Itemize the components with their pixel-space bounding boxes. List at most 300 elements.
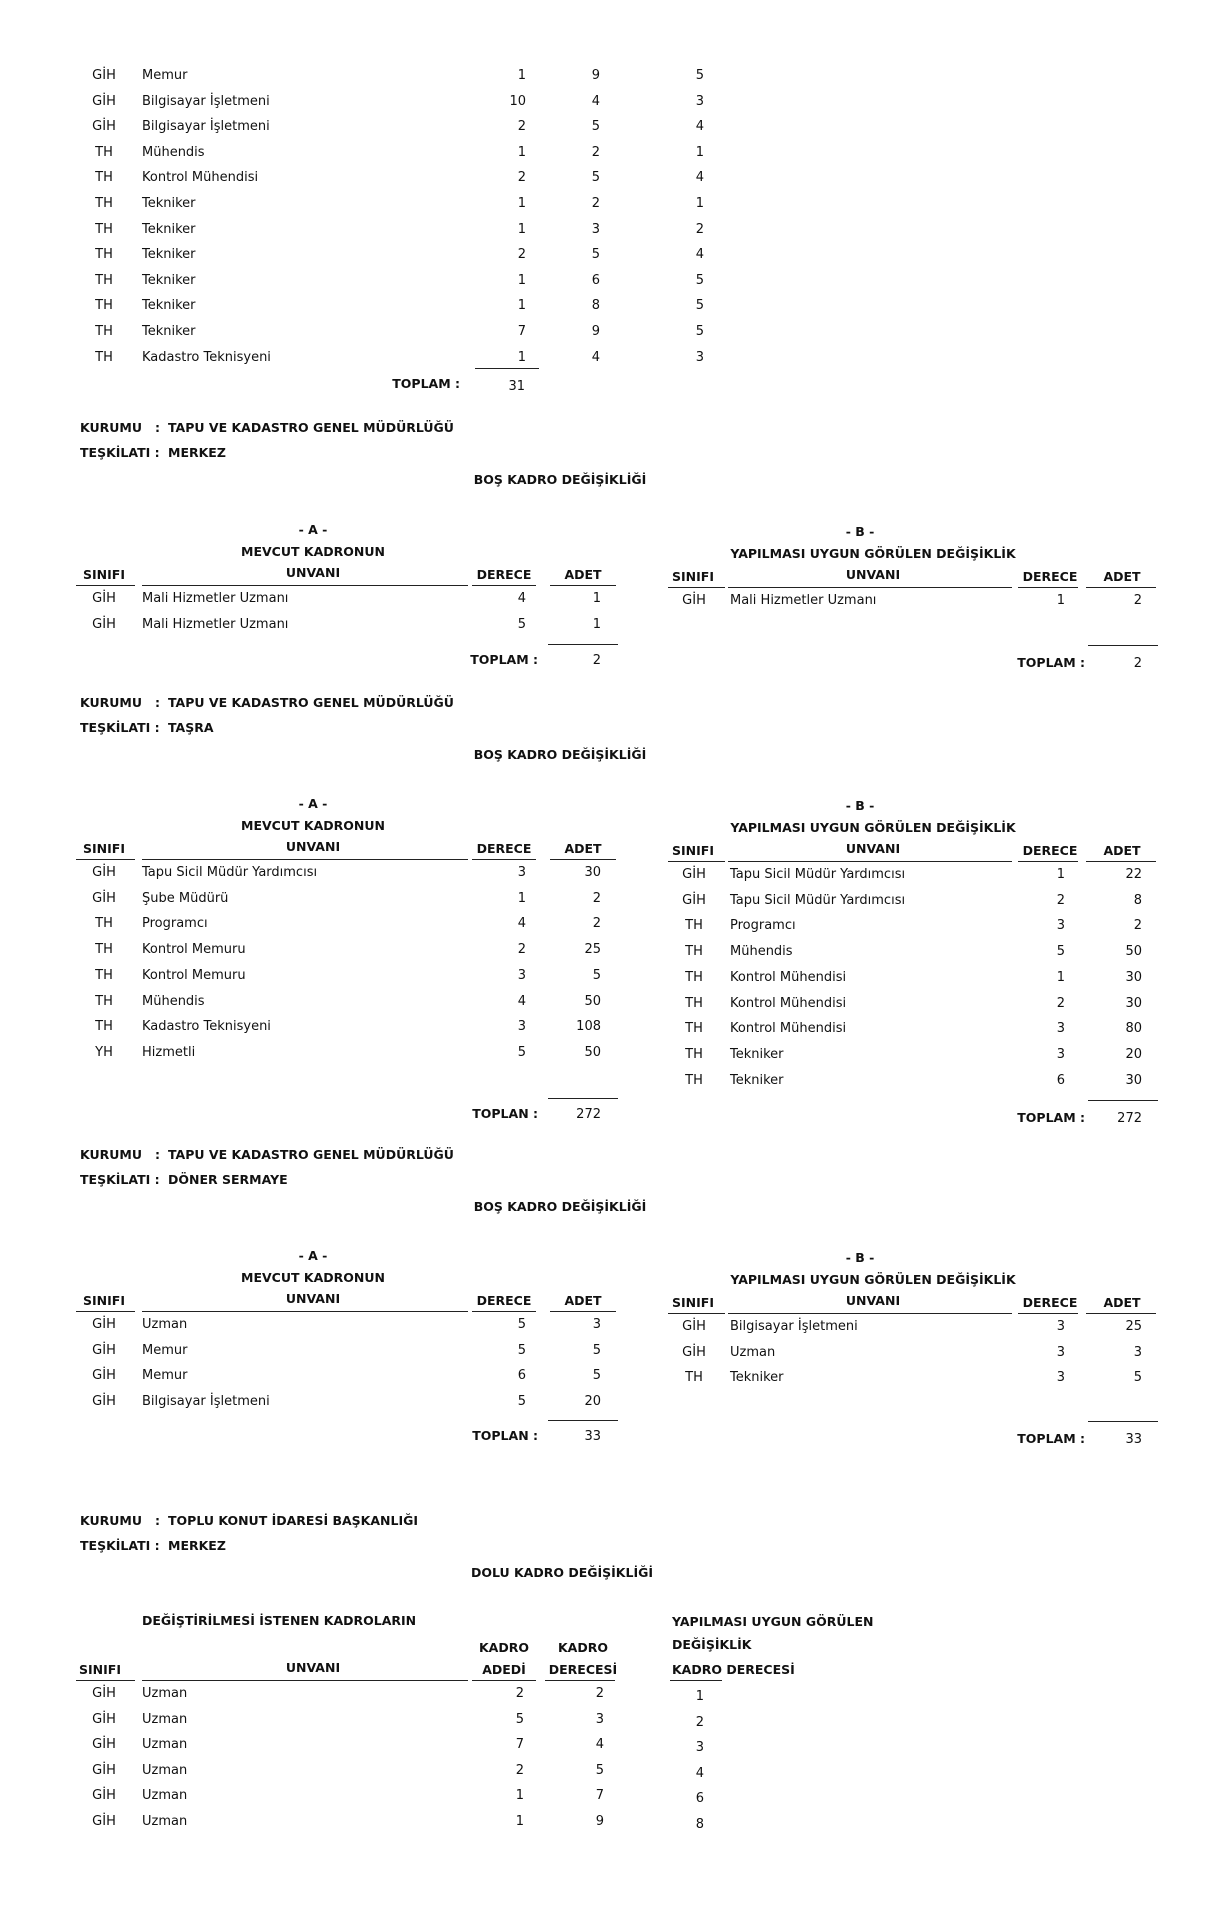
table-row-value-a: 1	[517, 144, 526, 160]
table-row-value-a: 7	[517, 324, 526, 339]
table-row-value-c: 2	[695, 221, 704, 237]
header-rule	[76, 1680, 135, 1681]
a-row-derece: 2	[517, 942, 526, 958]
a-total-rule	[548, 1098, 618, 1099]
a-row-derece: 5	[517, 616, 526, 632]
unvani-header: UNVANI	[285, 1660, 341, 1675]
a-row-sinif: YH	[95, 1044, 113, 1060]
a-row-derece: 5	[517, 1394, 526, 1410]
table-row-sinif: GİH	[92, 1711, 116, 1727]
a-header-rule	[472, 859, 536, 860]
a-row-unvan: Memur	[142, 1342, 188, 1358]
table-row-adedi: 1	[515, 1814, 524, 1829]
table-row-sinif: GİH	[92, 1814, 116, 1829]
a-row-unvan: Mali Hizmetler Uzmanı	[142, 591, 289, 606]
table-row-unvan: Bilgisayar İşletmeni	[142, 119, 270, 135]
a-row-sinif: GİH	[92, 865, 116, 880]
a-row-sinif: TH	[95, 916, 113, 932]
table-row-adedi: 2	[515, 1762, 524, 1778]
a-adet-header: ADET	[564, 1293, 602, 1308]
kurumu-value: TAPU VE KADASTRO GENEL MÜDÜRLÜĞÜ	[168, 420, 454, 435]
sinifi-header: SINIFI	[79, 1662, 121, 1677]
table-row-unvan: Uzman	[142, 1788, 188, 1804]
table-row-value-b: 3	[591, 221, 600, 237]
a-row-sinif: GİH	[92, 1317, 116, 1332]
table-row-sinif: GİH	[92, 1788, 116, 1804]
a-row-adet: 108	[576, 1019, 601, 1035]
a-heading: MEVCUT KADRONUN	[241, 544, 385, 559]
teskilati-label: TEŞKİLATI :	[80, 445, 160, 460]
kurumu-value: TOPLU KONUT İDARESİ BAŞKANLIĞI	[168, 1513, 418, 1528]
table-row-value-c: 4	[695, 247, 704, 263]
table-row-unvan: Bilgisayar İşletmeni	[142, 93, 270, 109]
table-row-value-a: 2	[517, 119, 526, 135]
table-row-sinif: TH	[95, 349, 113, 365]
a-heading: MEVCUT KADRONUN	[241, 1270, 385, 1285]
table-row-unvan: Mühendis	[142, 144, 205, 160]
a-row-unvan: Mühendis	[142, 993, 205, 1009]
a-row-adet: 3	[592, 1317, 601, 1332]
a-header-rule	[472, 1311, 536, 1312]
table-row-value-a: 1	[517, 68, 526, 83]
table-row-unvan: Kadastro Teknisyeni	[142, 349, 271, 365]
a-unvani-header: UNVANI	[285, 1291, 341, 1306]
a-row-unvan: Kontrol Memuru	[142, 942, 246, 958]
a-header-rule	[472, 585, 536, 586]
kurumu-label: KURUMU	[80, 1147, 142, 1162]
a-unvani-header: UNVANI	[285, 839, 341, 854]
kurumu-label: KURUMU	[80, 420, 142, 435]
a-unvani-header: UNVANI	[285, 565, 341, 580]
a-row-adet: 25	[584, 942, 601, 958]
table-row-sinif: GİH	[92, 119, 116, 135]
table-row-value-b: 5	[591, 170, 600, 186]
kurumu-value: TAPU VE KADASTRO GENEL MÜDÜRLÜĞÜ	[168, 1147, 454, 1162]
table-row-adedi: 2	[515, 1686, 524, 1701]
table-row-sinif: TH	[95, 247, 113, 263]
left-header: DEĞİŞTİRİLMESİ İSTENEN KADROLARIN	[142, 1613, 417, 1628]
table-row-value-a: 2	[517, 170, 526, 186]
right-header-3: KADRO DERECESİ	[672, 1662, 795, 1677]
b-total-rule	[1088, 645, 1158, 646]
b-row-unvan: Uzman	[730, 1344, 776, 1360]
right-header-2: DEĞİŞİKLİK	[672, 1637, 752, 1652]
teskilati-label: TEŞKİLATI :	[80, 1538, 160, 1553]
b-row-unvan: Kontrol Mühendisi	[730, 1021, 847, 1037]
a-row-derece: 3	[517, 865, 526, 880]
b-row-unvan: Tapu Sicil Müdür Yardımcısı	[730, 867, 906, 882]
b-row-sinif: TH	[685, 1072, 703, 1088]
a-row-unvan: Kontrol Memuru	[142, 967, 246, 983]
b-unvani-header: UNVANI	[845, 841, 901, 856]
section-title: BOŞ KADRO DEĞİŞİKLİĞİ	[473, 1199, 647, 1214]
b-row-sinif: GİH	[682, 1344, 706, 1360]
a-row-unvan: Hizmetli	[142, 1044, 196, 1060]
table-row-yeni-derece: 2	[695, 1714, 704, 1730]
a-marker: - A -	[298, 1248, 328, 1263]
b-row-unvan: Mali Hizmetler Uzmanı	[730, 593, 877, 608]
table-row-value-a: 1	[517, 221, 526, 237]
b-marker: - B -	[845, 1250, 875, 1265]
b-total-label: TOPLAM :	[1017, 655, 1085, 670]
a-row-unvan: Bilgisayar İşletmeni	[142, 1394, 270, 1410]
a-adet-header: ADET	[564, 841, 602, 856]
b-row-adet: 30	[1125, 995, 1142, 1011]
header-rule	[545, 1680, 615, 1681]
a-row-adet: 50	[584, 993, 601, 1009]
b-row-derece: 2	[1056, 995, 1065, 1011]
table-row-value-b: 9	[591, 324, 600, 339]
b-row-adet: 50	[1125, 944, 1142, 960]
teskilati-value: DÖNER SERMAYE	[168, 1172, 288, 1187]
table-row-derecesi: 3	[595, 1711, 604, 1727]
a-row-adet: 50	[584, 1044, 601, 1060]
table-row-sinif: TH	[95, 144, 113, 160]
table-row-yeni-derece: 3	[695, 1740, 704, 1756]
table-row-sinif: TH	[95, 298, 113, 314]
table-row-value-b: 2	[591, 144, 600, 160]
table-row-yeni-derece: 8	[695, 1817, 704, 1832]
b-adet-header: ADET	[1103, 1295, 1141, 1310]
a-row-unvan: Uzman	[142, 1317, 188, 1332]
table-row-value-b: 4	[591, 93, 600, 109]
a-row-unvan: Mali Hizmetler Uzmanı	[142, 616, 289, 632]
a-row-sinif: GİH	[92, 1342, 116, 1358]
b-row-sinif: TH	[685, 1370, 703, 1386]
b-marker: - B -	[845, 798, 875, 813]
kadro-header: KADRO	[479, 1640, 529, 1655]
table-row-derecesi: 9	[595, 1814, 604, 1829]
b-header-rule	[1018, 587, 1078, 588]
b-row-sinif: TH	[685, 1021, 703, 1037]
b-derece-header: DERECE	[1022, 569, 1078, 584]
a-header-rule	[550, 585, 616, 586]
a-total-label: TOPLAN :	[472, 1106, 538, 1121]
kurumu-value: TAPU VE KADASTRO GENEL MÜDÜRLÜĞÜ	[168, 695, 454, 710]
table-row-sinif: TH	[95, 170, 113, 186]
table-row-sinif: TH	[95, 196, 113, 211]
teskilati-value: TAŞRA	[168, 720, 214, 735]
table-row-value-b: 2	[591, 196, 600, 211]
b-row-unvan: Tapu Sicil Müdür Yardımcısı	[730, 892, 906, 908]
header-rule	[472, 1680, 536, 1681]
table-row-sinif: GİH	[92, 1686, 116, 1701]
a-row-derece: 5	[517, 1044, 526, 1060]
table-row-unvan: Uzman	[142, 1737, 188, 1753]
b-sinifi-header: SINIFI	[672, 843, 714, 858]
table-row-unvan: Tekniker	[142, 196, 196, 211]
b-row-derece: 1	[1056, 867, 1065, 882]
b-row-adet: 8	[1133, 892, 1142, 908]
a-sinifi-header: SINIFI	[83, 1293, 125, 1308]
a-row-adet: 2	[592, 890, 601, 906]
b-row-sinif: GİH	[682, 593, 706, 608]
b-row-sinif: GİH	[682, 892, 706, 908]
table-row-unvan: Tekniker	[142, 298, 196, 314]
b-row-unvan: Bilgisayar İşletmeni	[730, 1319, 858, 1334]
a-header-rule	[550, 1311, 616, 1312]
b-header-rule	[668, 587, 725, 588]
a-header-rule	[550, 859, 616, 860]
table-row-value-a: 1	[517, 272, 526, 288]
a-derece-header: DERECE	[476, 1293, 532, 1308]
table-row-unvan: Uzman	[142, 1711, 188, 1727]
a-header-rule	[76, 1311, 135, 1312]
kurumu-colon: :	[155, 1147, 160, 1162]
b-total-label: TOPLAM :	[1017, 1110, 1085, 1125]
kadro-header: KADRO	[558, 1640, 608, 1655]
a-header-rule	[76, 585, 135, 586]
table-row-derecesi: 4	[595, 1737, 604, 1753]
b-row-adet: 25	[1125, 1319, 1142, 1334]
b-row-unvan: Kontrol Mühendisi	[730, 995, 847, 1011]
b-derece-header: DERECE	[1022, 843, 1078, 858]
a-total-label: TOPLAM :	[470, 652, 538, 667]
right-header-rule	[670, 1680, 722, 1681]
table-row-value-a: 1	[517, 298, 526, 314]
table-row-unvan: Uzman	[142, 1814, 188, 1829]
a-row-unvan: Programcı	[142, 916, 208, 932]
b-row-sinif: TH	[685, 1046, 703, 1062]
b-row-adet: 22	[1125, 867, 1142, 882]
teskilati-value: MERKEZ	[168, 445, 226, 460]
b-header-rule	[668, 1313, 725, 1314]
b-header-rule	[1018, 861, 1078, 862]
a-row-adet: 2	[592, 916, 601, 932]
b-marker: - B -	[845, 524, 875, 539]
a-total-label: TOPLAN :	[472, 1428, 538, 1443]
a-row-derece: 5	[517, 1342, 526, 1358]
b-row-unvan: Kontrol Mühendisi	[730, 969, 847, 985]
a-sinifi-header: SINIFI	[83, 841, 125, 856]
b-total-value: 33	[1125, 1432, 1142, 1447]
a-row-sinif: TH	[95, 1019, 113, 1035]
total-label: TOPLAM :	[392, 376, 460, 391]
table-row-unvan: Tekniker	[142, 221, 196, 237]
table-row-value-a: 10	[509, 93, 526, 109]
b-row-unvan: Tekniker	[730, 1072, 784, 1088]
b-row-unvan: Mühendis	[730, 944, 793, 960]
table-row-yeni-derece: 1	[695, 1689, 704, 1704]
table-row-value-c: 4	[695, 170, 704, 186]
a-marker: - A -	[298, 796, 328, 811]
b-unvani-header: UNVANI	[845, 1293, 901, 1308]
a-row-sinif: GİH	[92, 591, 116, 606]
table-row-yeni-derece: 4	[695, 1765, 704, 1781]
a-row-derece: 5	[517, 1317, 526, 1332]
right-header-1: YAPILMASI UYGUN GÖRÜLEN	[672, 1614, 874, 1629]
a-row-derece: 1	[517, 890, 526, 906]
a-row-sinif: GİH	[92, 890, 116, 906]
a-marker: - A -	[298, 522, 328, 537]
a-derece-header: DERECE	[476, 567, 532, 582]
table-row-value-c: 1	[695, 144, 704, 160]
a-heading: MEVCUT KADRONUN	[241, 818, 385, 833]
table-row-value-c: 3	[695, 93, 704, 109]
b-total-rule	[1088, 1100, 1158, 1101]
b-row-sinif: TH	[685, 969, 703, 985]
table-row-sinif: TH	[95, 221, 113, 237]
a-row-unvan: Memur	[142, 1368, 188, 1384]
a-adet-header: ADET	[564, 567, 602, 582]
a-row-sinif: GİH	[92, 616, 116, 632]
table-row-value-b: 5	[591, 119, 600, 135]
table-row-sinif: TH	[95, 324, 113, 339]
a-row-derece: 4	[517, 591, 526, 606]
total-divider	[475, 368, 539, 369]
a-header-rule	[142, 1311, 468, 1312]
b-row-derece: 3	[1056, 1344, 1065, 1360]
table-row-value-c: 4	[695, 119, 704, 135]
a-row-sinif: TH	[95, 942, 113, 958]
table-row-sinif: GİH	[92, 93, 116, 109]
b-total-rule	[1088, 1421, 1158, 1422]
b-row-adet: 20	[1125, 1046, 1142, 1062]
table-row-unvan: Tekniker	[142, 272, 196, 288]
b-row-derece: 3	[1056, 1046, 1065, 1062]
table-row-adedi: 1	[515, 1788, 524, 1804]
b-row-adet: 2	[1133, 593, 1142, 608]
table-row-value-b: 5	[591, 247, 600, 263]
total-value: 31	[508, 379, 525, 394]
table-row-unvan: Uzman	[142, 1762, 188, 1778]
b-header-rule	[1086, 587, 1156, 588]
table-row-value-c: 1	[695, 196, 704, 211]
b-row-unvan: Tekniker	[730, 1370, 784, 1386]
b-row-adet: 30	[1125, 969, 1142, 985]
table-row-value-a: 2	[517, 247, 526, 263]
adedi-header: ADEDİ	[482, 1662, 526, 1677]
table-row-value-b: 6	[591, 272, 600, 288]
b-row-adet: 2	[1133, 918, 1142, 934]
section-title: BOŞ KADRO DEĞİŞİKLİĞİ	[473, 747, 647, 762]
b-row-derece: 1	[1056, 969, 1065, 985]
b-header-rule	[728, 861, 1012, 862]
table-row-unvan: Memur	[142, 68, 188, 83]
a-row-derece: 4	[517, 993, 526, 1009]
b-row-unvan: Programcı	[730, 918, 796, 934]
kurumu-colon: :	[155, 1513, 160, 1528]
a-total-rule	[548, 644, 618, 645]
b-row-derece: 5	[1056, 944, 1065, 960]
kurumu-label: KURUMU	[80, 695, 142, 710]
b-row-derece: 3	[1056, 1021, 1065, 1037]
table-row-sinif: TH	[95, 272, 113, 288]
a-row-adet: 30	[584, 865, 601, 880]
b-row-sinif: TH	[685, 918, 703, 934]
a-total-rule	[548, 1420, 618, 1421]
a-row-sinif: TH	[95, 993, 113, 1009]
a-header-rule	[142, 859, 468, 860]
a-total-value: 33	[584, 1429, 601, 1444]
table-row-derecesi: 5	[595, 1762, 604, 1778]
a-row-derece: 3	[517, 967, 526, 983]
b-header-rule	[668, 861, 725, 862]
a-row-derece: 6	[517, 1368, 526, 1384]
table-row-value-c: 3	[695, 349, 704, 365]
kurumu-label: KURUMU	[80, 1513, 142, 1528]
b-row-adet: 30	[1125, 1072, 1142, 1088]
a-derece-header: DERECE	[476, 841, 532, 856]
b-row-derece: 3	[1056, 1319, 1065, 1334]
b-heading: YAPILMASI UYGUN GÖRÜLEN DEĞİŞİKLİK	[730, 546, 1016, 561]
table-row-unvan: Uzman	[142, 1686, 188, 1701]
b-row-sinif: TH	[685, 944, 703, 960]
kurumu-colon: :	[155, 420, 160, 435]
table-row-value-a: 1	[517, 196, 526, 211]
table-row-unvan: Kontrol Mühendisi	[142, 170, 259, 186]
section-title: BOŞ KADRO DEĞİŞİKLİĞİ	[473, 472, 647, 487]
b-row-derece: 3	[1056, 1370, 1065, 1386]
b-sinifi-header: SINIFI	[672, 1295, 714, 1310]
table-row-value-b: 9	[591, 68, 600, 83]
b-heading: YAPILMASI UYGUN GÖRÜLEN DEĞİŞİKLİK	[730, 820, 1016, 835]
table-row-sinif: GİH	[92, 1762, 116, 1778]
b-header-rule	[728, 587, 1012, 588]
a-row-adet: 5	[592, 1368, 601, 1384]
table-row-unvan: Tekniker	[142, 247, 196, 263]
table-row-adedi: 7	[515, 1737, 524, 1753]
b-header-rule	[1086, 1313, 1156, 1314]
b-adet-header: ADET	[1103, 569, 1141, 584]
a-row-adet: 20	[584, 1394, 601, 1410]
a-sinifi-header: SINIFI	[83, 567, 125, 582]
table-row-sinif: GİH	[92, 68, 116, 83]
a-header-rule	[142, 585, 468, 586]
b-row-derece: 2	[1056, 892, 1065, 908]
a-total-value: 2	[592, 653, 601, 668]
a-row-sinif: GİH	[92, 1368, 116, 1384]
table-row-sinif: GİH	[92, 1737, 116, 1753]
b-row-adet: 5	[1133, 1370, 1142, 1386]
a-row-sinif: TH	[95, 967, 113, 983]
a-row-derece: 4	[517, 916, 526, 932]
b-row-sinif: GİH	[682, 867, 706, 882]
a-row-unvan: Şube Müdürü	[142, 890, 229, 906]
b-row-adet: 80	[1125, 1021, 1142, 1037]
b-unvani-header: UNVANI	[845, 567, 901, 582]
b-row-derece: 3	[1056, 918, 1065, 934]
table-row-value-c: 5	[695, 68, 704, 83]
b-row-derece: 1	[1056, 593, 1065, 608]
kurumu-colon: :	[155, 695, 160, 710]
table-row-value-c: 5	[695, 272, 704, 288]
b-derece-header: DERECE	[1022, 1295, 1078, 1310]
b-header-rule	[1018, 1313, 1078, 1314]
b-total-label: TOPLAM :	[1017, 1431, 1085, 1446]
a-row-derece: 3	[517, 1019, 526, 1035]
b-sinifi-header: SINIFI	[672, 569, 714, 584]
a-row-unvan: Tapu Sicil Müdür Yardımcısı	[142, 865, 318, 880]
teskilati-value: MERKEZ	[168, 1538, 226, 1553]
b-header-rule	[728, 1313, 1012, 1314]
table-row-value-a: 1	[517, 349, 526, 365]
a-row-unvan: Kadastro Teknisyeni	[142, 1019, 271, 1035]
b-heading: YAPILMASI UYGUN GÖRÜLEN DEĞİŞİKLİK	[730, 1272, 1016, 1287]
table-row-yeni-derece: 6	[695, 1791, 704, 1807]
b-row-unvan: Tekniker	[730, 1046, 784, 1062]
table-row-unvan: Tekniker	[142, 324, 196, 339]
a-row-sinif: GİH	[92, 1394, 116, 1410]
section-title: DOLU KADRO DEĞİŞİKLİĞİ	[470, 1565, 654, 1580]
b-total-value: 272	[1117, 1111, 1142, 1126]
a-total-value: 272	[576, 1107, 601, 1122]
b-row-sinif: GİH	[682, 1319, 706, 1334]
b-row-derece: 6	[1056, 1072, 1065, 1088]
b-total-value: 2	[1133, 656, 1142, 671]
b-adet-header: ADET	[1103, 843, 1141, 858]
table-row-value-b: 4	[591, 349, 600, 365]
